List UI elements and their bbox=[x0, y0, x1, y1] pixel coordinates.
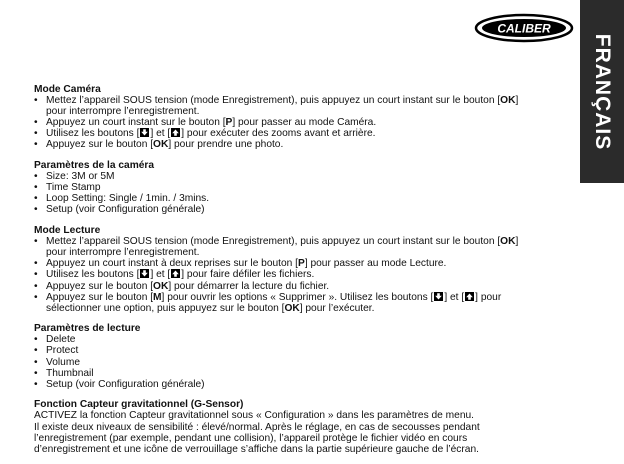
list-item: • Utilisez les boutons [ ] et [ ] pour faire défiler les fichiers. bbox=[34, 269, 574, 280]
paragraph-line: Il existe deux niveaux de sensibilité : élevé/normal. Après le réglage, en cas de secousses pendant bbox=[34, 421, 480, 433]
section-mode-camera bbox=[34, 84, 574, 151]
section-title: Paramètres de la caméra bbox=[34, 160, 155, 172]
section-gsensor bbox=[34, 399, 574, 454]
section-title: Paramètres de lecture bbox=[34, 323, 141, 335]
list-item: • Appuyez sur le bouton [OK] pour démarrer la lecture du fichier. bbox=[34, 281, 574, 292]
brand-text: CALIBER bbox=[497, 21, 551, 36]
section-camera-params bbox=[34, 160, 574, 215]
paragraph-line: ACTIVEZ la fonction Capteur gravitationnel sous « Configuration » dans les paramètres de menu. bbox=[34, 410, 474, 422]
section-mode-lecture bbox=[34, 225, 574, 314]
paragraph-line: l’enregistrement (par exemple, pendant une collision), l’appareil protège le fichier vidéo en cours bbox=[34, 432, 468, 444]
list-item: • Delete bbox=[34, 334, 574, 345]
arrow-up-button-icon bbox=[171, 128, 180, 137]
list-item: • Appuyez sur le bouton [OK] pour prendre une photo. bbox=[34, 139, 574, 150]
list-item: • Protect bbox=[34, 345, 574, 356]
paragraph-line: d’enregistrement et une icône de verrouillage s’affiche dans la partie supérieure gauche de l’écran. bbox=[34, 443, 479, 455]
list-item: • Time Stamp bbox=[34, 182, 574, 193]
section-lecture-params bbox=[34, 323, 574, 390]
list-item: • Thumbnail bbox=[34, 368, 574, 379]
arrow-up-button-icon bbox=[465, 292, 474, 301]
list-item: • Mettez l’appareil SOUS tension (mode Enregistrement), puis appuyez un court instant sur le bouton [OK] pour interrompre l’enregistrement. bbox=[34, 236, 574, 258]
list-item: • Appuyez sur le bouton [M] pour ouvrir les options « Supprimer ». Utilisez les boutons [ ] et [ ] pour sélectionner une option, puis appuyez sur le bouton [OK] pour l’exécuter. bbox=[34, 292, 574, 314]
language-tab bbox=[580, 0, 624, 183]
list-item: • Mettez l’appareil SOUS tension (mode Enregistrement), puis appuyez un court instant sur le bouton [OK] pour interrompre l’enregistrement. bbox=[34, 95, 574, 117]
list-item: • Setup (voir Configuration générale) bbox=[34, 379, 574, 390]
list-item: • Loop Setting: Single / 1min. / 3mins. bbox=[34, 193, 574, 204]
list-item: • Utilisez les boutons [ ] et [ ] pour exécuter des zooms avant et arrière. bbox=[34, 128, 574, 139]
section-title: Fonction Capteur gravitationnel (G-Sensor) bbox=[34, 399, 244, 411]
language-label: FRANÇAIS bbox=[591, 33, 614, 150]
list-item: • Appuyez un court instant à deux reprises sur le bouton [P] pour passer au mode Lecture. bbox=[34, 258, 574, 269]
list-item: • Setup (voir Configuration générale) bbox=[34, 204, 574, 215]
list-item: • Size: 3M or 5M bbox=[34, 171, 574, 182]
list-item: • Appuyez un court instant sur le bouton [P] pour passer au mode Caméra. bbox=[34, 117, 574, 128]
section-title: Mode Caméra bbox=[34, 84, 101, 95]
arrow-down-button-icon bbox=[140, 269, 149, 278]
manual-content bbox=[34, 84, 574, 464]
arrow-down-button-icon bbox=[434, 292, 443, 301]
arrow-up-button-icon bbox=[171, 269, 180, 278]
list-item: • Volume bbox=[34, 357, 574, 368]
caliber-logo bbox=[474, 12, 574, 44]
arrow-down-button-icon bbox=[140, 128, 149, 137]
section-title: Mode Lecture bbox=[34, 225, 101, 237]
